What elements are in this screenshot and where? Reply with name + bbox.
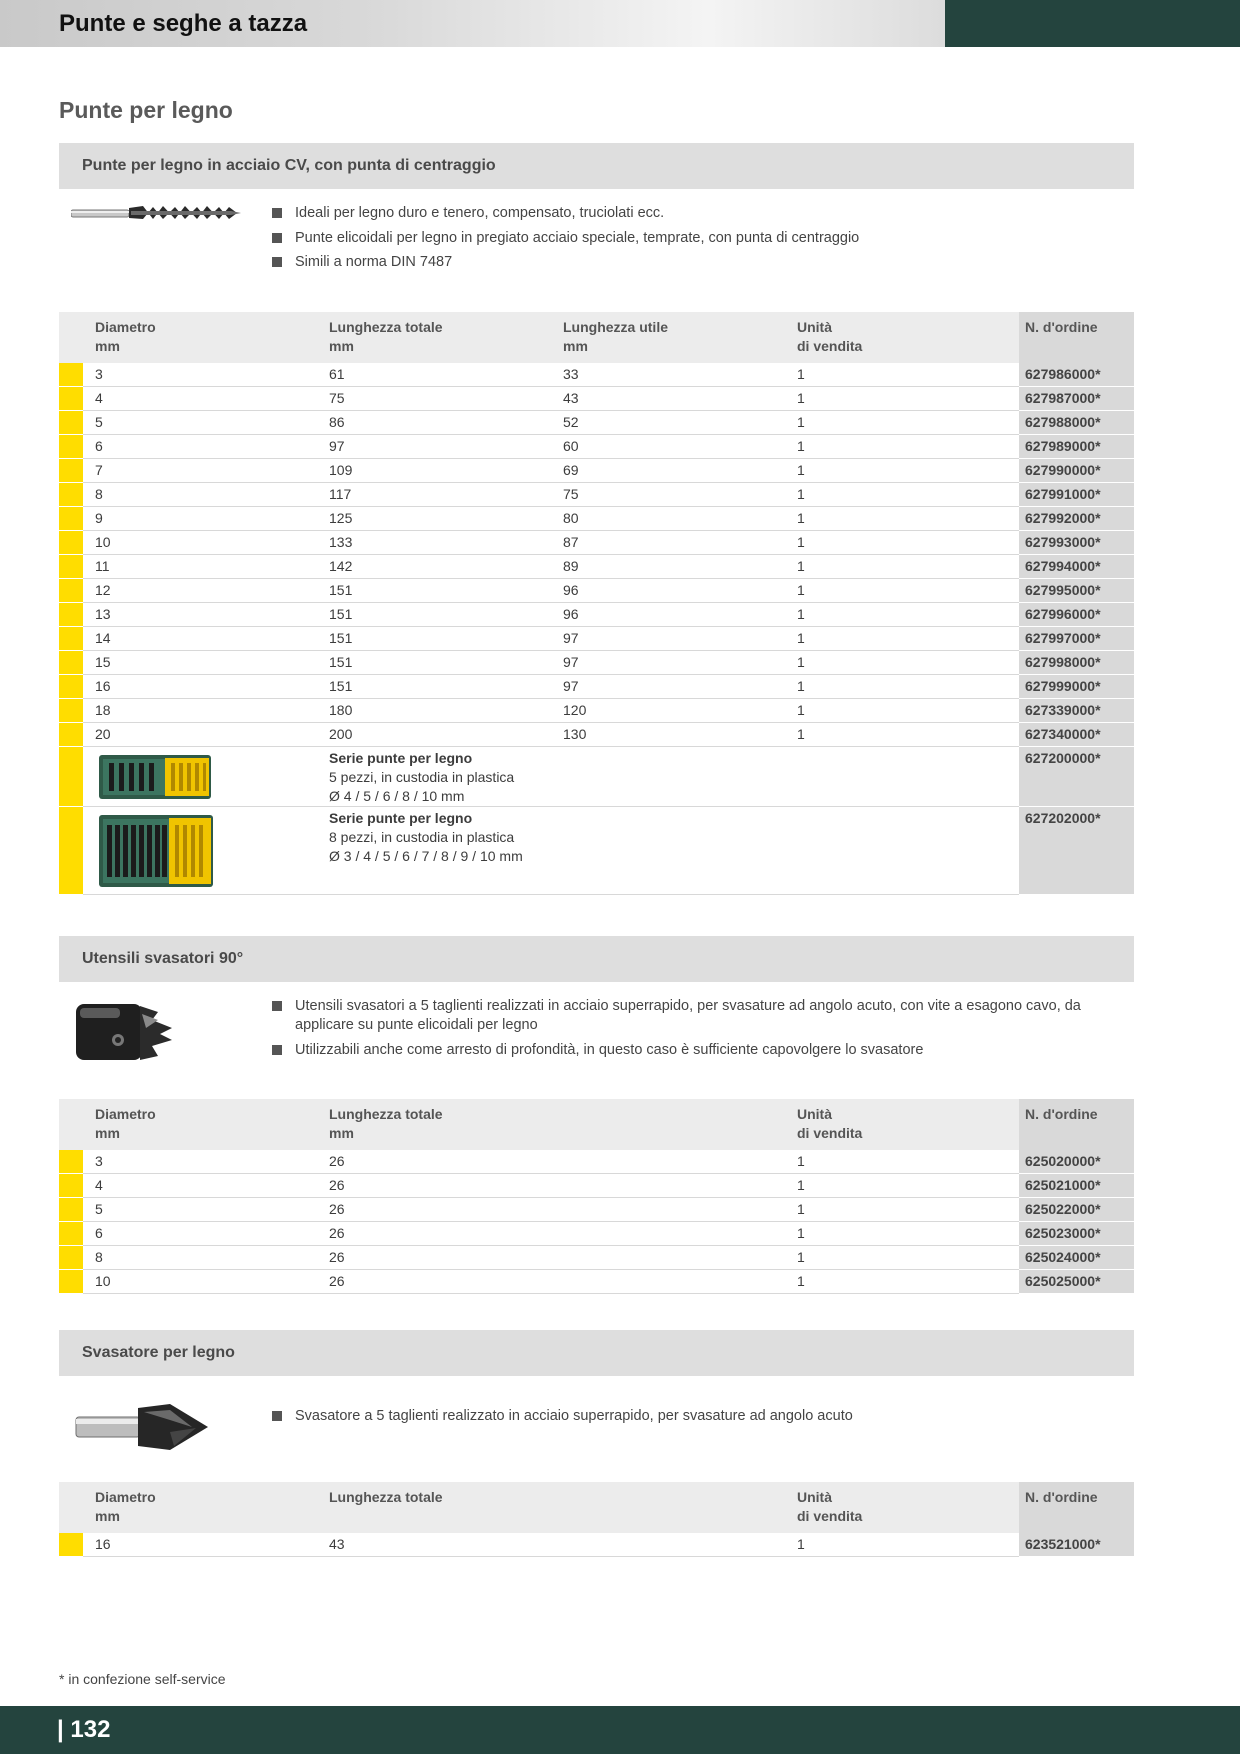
table-cell: 1 bbox=[785, 531, 1019, 555]
table-cell: 75 bbox=[551, 483, 785, 507]
order-number: 627340000* bbox=[1019, 723, 1134, 747]
table-cell: 1 bbox=[785, 387, 1019, 411]
row-marker bbox=[59, 435, 83, 459]
table-cell: 15 bbox=[83, 651, 317, 675]
bullet-item: Svasatore a 5 taglienti realizzato in acciaio superrapido, per svasature ad angolo acuto bbox=[272, 1407, 853, 1426]
table-cell: 8 bbox=[83, 483, 317, 507]
table-cell: 3 bbox=[83, 1150, 317, 1174]
col-header-ordine: N. d'ordine bbox=[1019, 1482, 1134, 1533]
col-header-lunghezza-totale: Lunghezza totale mm bbox=[317, 312, 551, 363]
row-marker bbox=[59, 1198, 83, 1222]
row-marker bbox=[59, 531, 83, 555]
set-image-cell bbox=[83, 807, 317, 895]
table-row bbox=[59, 1270, 1134, 1294]
bullet-square-icon bbox=[272, 1045, 282, 1055]
order-number: 627993000* bbox=[1019, 531, 1134, 555]
table-row bbox=[59, 627, 1134, 651]
bullet-item: Ideali per legno duro e tenero, compensato, truciolati ecc. bbox=[272, 204, 859, 223]
table-cell: 4 bbox=[83, 387, 317, 411]
row-marker bbox=[59, 1222, 83, 1246]
table-cell: 151 bbox=[317, 579, 551, 603]
order-number: 625023000* bbox=[1019, 1222, 1134, 1246]
table-cell: 1 bbox=[785, 1270, 1019, 1294]
table-row bbox=[59, 1150, 1134, 1174]
table-cell: 33 bbox=[551, 363, 785, 387]
table-row bbox=[59, 603, 1134, 627]
table-cell: 1 bbox=[785, 507, 1019, 531]
wood-drill-bit-image bbox=[71, 203, 243, 223]
table-cell: 75 bbox=[317, 387, 551, 411]
table-row bbox=[59, 1246, 1134, 1270]
col-header-diametro: Diametro mm bbox=[83, 1099, 317, 1150]
header-marker-cell bbox=[59, 312, 83, 363]
table-cell: 1 bbox=[785, 723, 1019, 747]
order-number: 625021000* bbox=[1019, 1174, 1134, 1198]
table-header-row bbox=[59, 312, 1134, 363]
table-cell: 142 bbox=[317, 555, 551, 579]
table-cell: 200 bbox=[317, 723, 551, 747]
table-row bbox=[59, 579, 1134, 603]
table-cell: 97 bbox=[551, 627, 785, 651]
header-marker-cell bbox=[59, 1099, 83, 1150]
table-cell: 130 bbox=[551, 723, 785, 747]
row-marker bbox=[59, 675, 83, 699]
order-number: 627200000* bbox=[1019, 747, 1134, 807]
table-row bbox=[59, 555, 1134, 579]
row-marker bbox=[59, 507, 83, 531]
order-number: 627996000* bbox=[1019, 603, 1134, 627]
bullet-item: Punte elicoidali per legno in pregiato acciaio speciale, temprate, con punta di centraggio bbox=[272, 229, 859, 248]
row-marker bbox=[59, 1246, 83, 1270]
header-marker-cell bbox=[59, 1482, 83, 1533]
bullet-square-icon bbox=[272, 233, 282, 243]
table-row bbox=[59, 435, 1134, 459]
spec-table-punte-cv bbox=[59, 312, 1134, 895]
table-cell: 1 bbox=[785, 411, 1019, 435]
order-number: 627202000* bbox=[1019, 807, 1134, 895]
row-marker bbox=[59, 699, 83, 723]
table-row bbox=[59, 483, 1134, 507]
table-cell: 151 bbox=[317, 627, 551, 651]
group-header-svasatori-90 bbox=[59, 936, 1134, 982]
table-cell: 180 bbox=[317, 699, 551, 723]
table-cell: 26 bbox=[317, 1174, 785, 1198]
order-number: 627994000* bbox=[1019, 555, 1134, 579]
table-cell: 86 bbox=[317, 411, 551, 435]
table-row bbox=[59, 1174, 1134, 1198]
table-row bbox=[59, 723, 1134, 747]
table-row bbox=[59, 411, 1134, 435]
table-cell: 6 bbox=[83, 435, 317, 459]
col-header-diametro: Diametro mm bbox=[83, 1482, 317, 1533]
table-row-set bbox=[59, 747, 1134, 807]
bullet-item: Utensili svasatori a 5 taglienti realizzati in acciaio superrapido, per svasature ad angolo acuto, con vite a esagono cavo, da applicare su punte elicoidali per legno bbox=[272, 997, 1122, 1035]
table-cell: 13 bbox=[83, 603, 317, 627]
table-cell: 1 bbox=[785, 1198, 1019, 1222]
order-number: 627997000* bbox=[1019, 627, 1134, 651]
table-cell: 87 bbox=[551, 531, 785, 555]
bullet-square-icon bbox=[272, 1001, 282, 1011]
row-marker bbox=[59, 1174, 83, 1198]
table-row bbox=[59, 651, 1134, 675]
set-image-cell bbox=[83, 747, 317, 807]
table-cell: 97 bbox=[317, 435, 551, 459]
table-cell: 14 bbox=[83, 627, 317, 651]
row-marker bbox=[59, 723, 83, 747]
table-cell: 12 bbox=[83, 579, 317, 603]
order-number: 627990000* bbox=[1019, 459, 1134, 483]
table-row bbox=[59, 363, 1134, 387]
row-marker bbox=[59, 363, 83, 387]
spec-table-svasatori-90 bbox=[59, 1099, 1134, 1294]
table-cell: 26 bbox=[317, 1198, 785, 1222]
row-marker bbox=[59, 483, 83, 507]
table-cell: 1 bbox=[785, 579, 1019, 603]
table-cell: 109 bbox=[317, 459, 551, 483]
col-header-ordine: N. d'ordine bbox=[1019, 312, 1134, 363]
order-number: 627989000* bbox=[1019, 435, 1134, 459]
col-header-lunghezza-utile: Lunghezza utile mm bbox=[551, 312, 785, 363]
col-header-diametro: Diametro mm bbox=[83, 312, 317, 363]
table-cell: 26 bbox=[317, 1270, 785, 1294]
table-cell: 96 bbox=[551, 579, 785, 603]
table-row bbox=[59, 1198, 1134, 1222]
table-cell: 43 bbox=[551, 387, 785, 411]
table-row bbox=[59, 459, 1134, 483]
table-cell: 1 bbox=[785, 555, 1019, 579]
row-marker bbox=[59, 603, 83, 627]
col-header-unita: Unità di vendita bbox=[785, 1099, 1019, 1150]
row-marker bbox=[59, 387, 83, 411]
table-header-row bbox=[59, 1482, 1134, 1533]
countersink-90-image bbox=[74, 998, 180, 1066]
col-header-unita: Unità di vendita bbox=[785, 312, 1019, 363]
bullet-square-icon bbox=[272, 1411, 282, 1421]
order-number: 627991000* bbox=[1019, 483, 1134, 507]
order-number: 627987000* bbox=[1019, 387, 1134, 411]
group-title: Punte per legno in acciaio CV, con punta di centraggio bbox=[82, 157, 496, 174]
order-number: 625024000* bbox=[1019, 1246, 1134, 1270]
col-header-unita: Unità di vendita bbox=[785, 1482, 1019, 1533]
table-cell: 6 bbox=[83, 1222, 317, 1246]
table-cell: 5 bbox=[83, 1198, 317, 1222]
page-number: | 132 bbox=[57, 1716, 111, 1743]
table-row bbox=[59, 1533, 1134, 1557]
table-cell: 26 bbox=[317, 1222, 785, 1246]
table-row bbox=[59, 507, 1134, 531]
row-marker bbox=[59, 747, 83, 807]
table-header-row bbox=[59, 1099, 1134, 1150]
table-cell: 60 bbox=[551, 435, 785, 459]
order-number: 627986000* bbox=[1019, 363, 1134, 387]
group3-bullets bbox=[272, 1407, 853, 1432]
table-cell: 26 bbox=[317, 1246, 785, 1270]
table-cell: 80 bbox=[551, 507, 785, 531]
group-title: Utensili svasatori 90° bbox=[82, 950, 244, 967]
table-cell: 1 bbox=[785, 675, 1019, 699]
table-cell: 18 bbox=[83, 699, 317, 723]
table-cell: 1 bbox=[785, 435, 1019, 459]
table-cell: 1 bbox=[785, 699, 1019, 723]
order-number: 623521000* bbox=[1019, 1533, 1134, 1557]
table-cell: 151 bbox=[317, 603, 551, 627]
row-marker bbox=[59, 1533, 83, 1557]
table-row bbox=[59, 531, 1134, 555]
table-cell: 1 bbox=[785, 1150, 1019, 1174]
order-number: 625022000* bbox=[1019, 1198, 1134, 1222]
footer-bar bbox=[0, 1706, 1240, 1754]
section-title: Punte per legno bbox=[59, 97, 233, 123]
bullet-square-icon bbox=[272, 257, 282, 267]
table-cell: 43 bbox=[317, 1533, 785, 1557]
group-title: Svasatore per legno bbox=[82, 1344, 235, 1361]
table-cell: 125 bbox=[317, 507, 551, 531]
table-cell: 89 bbox=[551, 555, 785, 579]
table-cell: 1 bbox=[785, 363, 1019, 387]
bullet-square-icon bbox=[272, 208, 282, 218]
table-cell: 7 bbox=[83, 459, 317, 483]
order-number: 625020000* bbox=[1019, 1150, 1134, 1174]
row-marker bbox=[59, 555, 83, 579]
table-cell: 1 bbox=[785, 1222, 1019, 1246]
bullet-item: Utilizzabili anche come arresto di profondità, in questo caso è sufficiente capovolgere lo svasatore bbox=[272, 1041, 1122, 1060]
order-number: 627998000* bbox=[1019, 651, 1134, 675]
table-cell: 3 bbox=[83, 363, 317, 387]
order-number: 625025000* bbox=[1019, 1270, 1134, 1294]
table-cell: 133 bbox=[317, 531, 551, 555]
table-cell: 1 bbox=[785, 651, 1019, 675]
set-description: Serie punte per legno 5 pezzi, in custodia in plastica Ø 4 / 5 / 6 / 8 / 10 mm bbox=[317, 747, 1019, 807]
table-cell: 1 bbox=[785, 1533, 1019, 1557]
table-cell: 1 bbox=[785, 1174, 1019, 1198]
row-marker bbox=[59, 1270, 83, 1294]
order-number: 627988000* bbox=[1019, 411, 1134, 435]
order-number: 627339000* bbox=[1019, 699, 1134, 723]
table-cell: 96 bbox=[551, 603, 785, 627]
table-row bbox=[59, 387, 1134, 411]
table-cell: 8 bbox=[83, 1246, 317, 1270]
row-marker bbox=[59, 807, 83, 895]
table-row-set bbox=[59, 807, 1134, 895]
set-description: Serie punte per legno 8 pezzi, in custodia in plastica Ø 3 / 4 / 5 / 6 / 7 / 8 / 9 / 10 mm bbox=[317, 807, 1019, 895]
order-number: 627995000* bbox=[1019, 579, 1134, 603]
table-cell: 1 bbox=[785, 627, 1019, 651]
row-marker bbox=[59, 627, 83, 651]
table-cell: 4 bbox=[83, 1174, 317, 1198]
table-row bbox=[59, 699, 1134, 723]
footnote: * in confezione self-service bbox=[59, 1671, 226, 1687]
header-brand-block bbox=[945, 0, 1240, 47]
drill-set-5-image bbox=[99, 755, 211, 799]
table-row bbox=[59, 1222, 1134, 1246]
table-cell: 16 bbox=[83, 1533, 317, 1557]
table-cell: 10 bbox=[83, 531, 317, 555]
table-row bbox=[59, 675, 1134, 699]
table-cell: 117 bbox=[317, 483, 551, 507]
table-cell: 1 bbox=[785, 1246, 1019, 1270]
group1-bullets bbox=[272, 204, 859, 278]
order-number: 627992000* bbox=[1019, 507, 1134, 531]
table-cell: 97 bbox=[551, 651, 785, 675]
col-header-lunghezza-totale: Lunghezza totale bbox=[317, 1482, 785, 1533]
row-marker bbox=[59, 1150, 83, 1174]
table-cell: 26 bbox=[317, 1150, 785, 1174]
table-cell: 1 bbox=[785, 603, 1019, 627]
row-marker bbox=[59, 411, 83, 435]
row-marker bbox=[59, 651, 83, 675]
table-cell: 61 bbox=[317, 363, 551, 387]
spec-table-svasatore-legno bbox=[59, 1482, 1134, 1557]
bullet-item: Simili a norma DIN 7487 bbox=[272, 253, 859, 272]
table-cell: 10 bbox=[83, 1270, 317, 1294]
table-cell: 9 bbox=[83, 507, 317, 531]
table-cell: 20 bbox=[83, 723, 317, 747]
group-header-svasatore-legno bbox=[59, 1330, 1134, 1376]
table-cell: 11 bbox=[83, 555, 317, 579]
row-marker bbox=[59, 579, 83, 603]
table-cell: 52 bbox=[551, 411, 785, 435]
col-header-lunghezza-totale: Lunghezza totale mm bbox=[317, 1099, 785, 1150]
table-cell: 69 bbox=[551, 459, 785, 483]
row-marker bbox=[59, 459, 83, 483]
table-cell: 151 bbox=[317, 651, 551, 675]
table-cell: 151 bbox=[317, 675, 551, 699]
table-cell: 120 bbox=[551, 699, 785, 723]
table-cell: 5 bbox=[83, 411, 317, 435]
table-cell: 1 bbox=[785, 459, 1019, 483]
group2-bullets bbox=[272, 997, 1122, 1065]
wood-countersink-image bbox=[74, 1402, 210, 1452]
header-bar bbox=[0, 0, 1240, 47]
group-header-punte-cv bbox=[59, 143, 1134, 189]
table-cell: 97 bbox=[551, 675, 785, 699]
page-title: Punte e seghe a tazza bbox=[59, 10, 308, 37]
table-cell: 16 bbox=[83, 675, 317, 699]
order-number: 627999000* bbox=[1019, 675, 1134, 699]
col-header-ordine: N. d'ordine bbox=[1019, 1099, 1134, 1150]
drill-set-8-image bbox=[99, 815, 213, 887]
table-cell: 1 bbox=[785, 483, 1019, 507]
